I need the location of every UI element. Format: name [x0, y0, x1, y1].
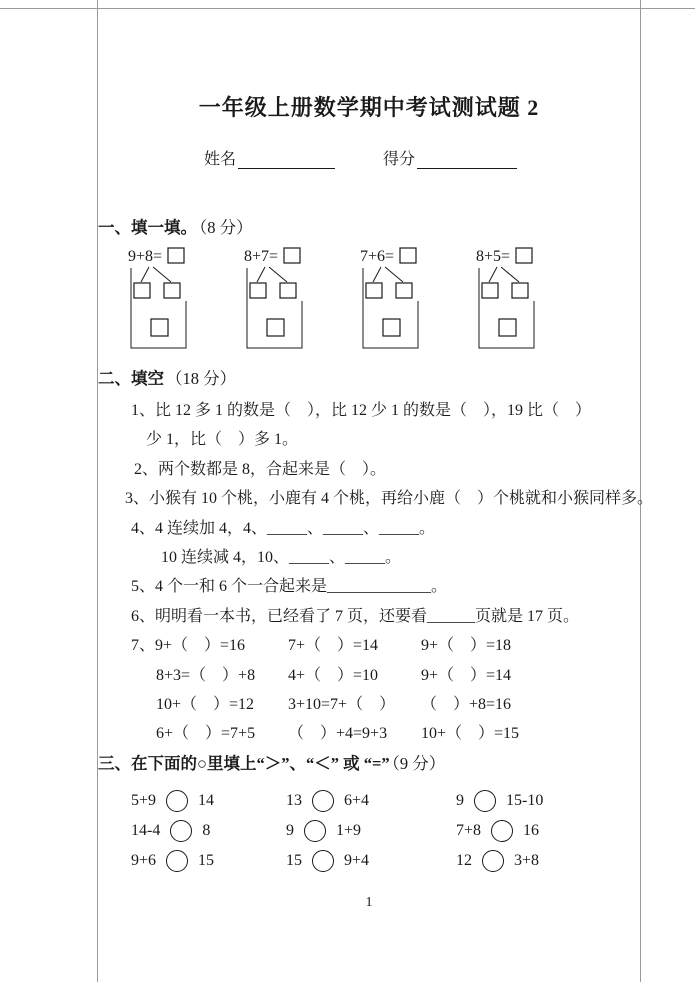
compare-circle [474, 790, 496, 812]
comparison-cell [286, 790, 456, 812]
compare-circle [482, 850, 504, 872]
answer-box-ten [383, 319, 400, 336]
compare-right: 1+9 [336, 821, 362, 839]
decomposition-diagrams [98, 245, 640, 355]
answer-box-sum [516, 248, 532, 263]
section-1-heading [98, 215, 640, 241]
answer-box-part-right [164, 283, 180, 298]
fill-blank-line: 2、两个数都是 8，合起来是（ ）。 [134, 460, 387, 478]
answer-box-ten [151, 319, 168, 336]
answer-box-sum [284, 248, 300, 263]
compare-right: 6+4 [344, 791, 370, 809]
answer-box-ten [499, 319, 516, 336]
fill-blank-line: 5、4 个一和 6 个一合起来是_____________。 [131, 578, 448, 596]
equation: 10+（ ）=15 [421, 725, 520, 743]
answer-box-part-left [366, 283, 382, 298]
equation: 3+10=7+（ ） [288, 696, 396, 714]
section-1-heading-text: 一、填一填。 [98, 218, 197, 237]
fill-blank-line: 3、小猴有 10 个桃，小鹿有 4 个桃，再给小鹿（ ）个桃就和小猴同样多。 [125, 490, 654, 508]
compare-left: 5+9 [131, 791, 157, 809]
answer-box-part-left [482, 283, 498, 298]
answer-box-sum [168, 248, 184, 263]
branch-line-left [141, 267, 149, 282]
compare-right: 9+4 [344, 851, 370, 869]
equation: 10+（ ）=12 [156, 696, 255, 714]
fill-blank-line: 1、比 12 多 1 的数是（ ），比 12 少 1 的数是（ ），19 比（ ） [131, 402, 592, 419]
page-content [98, 0, 654, 876]
comparison-cell [286, 850, 456, 872]
equation: （ ）+4=9+3 [288, 725, 388, 743]
decomposition-diagram-1 [128, 245, 192, 355]
name-score-row [98, 147, 640, 169]
decomposition-diagram-4 [476, 245, 540, 355]
compare-left: 9+6 [131, 851, 157, 869]
decomposition-expression: 9+8= [128, 248, 163, 265]
comparison-cell [131, 850, 286, 872]
fill-blank-line: 6、明明看一本书，已经看了 7 页，还要看______页就是 17 页。 [131, 607, 580, 625]
compare-circle [166, 850, 188, 872]
page-number: 1 [365, 895, 373, 910]
equation: 4+（ ）=10 [288, 666, 379, 684]
branch-line-right [385, 267, 403, 282]
answer-box-part-left [134, 283, 150, 298]
compare-right: 16 [523, 821, 540, 839]
comparison-cell [456, 820, 640, 842]
branch-line-left [373, 267, 381, 282]
compare-left: 15 [286, 851, 302, 869]
branch-line-left [257, 267, 265, 282]
branch-line-right [269, 267, 287, 282]
compare-left: 9 [456, 791, 464, 809]
compare-circle [170, 820, 192, 842]
compare-circle [312, 790, 334, 812]
page-title: 一年级上册数学期中考试测试题 2 [198, 95, 540, 120]
branch-line-right [501, 267, 519, 282]
comparison-cell [131, 820, 286, 842]
equation: 7、9+（ ）=16 [131, 637, 246, 655]
score-label: 得分 [383, 151, 416, 168]
compare-right: 15 [198, 851, 215, 869]
answer-box-part-right [396, 283, 412, 298]
section-2-body [98, 396, 654, 631]
section-3-heading [98, 750, 640, 778]
decomposition-diagram-3 [360, 245, 424, 355]
answer-box-sum [400, 248, 416, 263]
comparison-row [98, 786, 640, 816]
equation-row [98, 719, 640, 748]
compare-left: 12 [456, 851, 472, 869]
comparison-grid [98, 786, 640, 876]
equation: 7+（ ）=14 [288, 637, 379, 655]
comparison-row [98, 816, 640, 846]
equation: （ ）+8=16 [421, 696, 512, 714]
comparison-row [98, 846, 640, 876]
section-1-points: （8 分） [199, 218, 253, 237]
compare-right: 14 [198, 791, 215, 809]
section-2-heading [98, 365, 640, 393]
name-blank-line [238, 151, 335, 169]
answer-box-part-right [512, 283, 528, 298]
compare-left: 14-4 [131, 821, 161, 839]
comparison-cell [456, 790, 640, 812]
compare-left: 13 [286, 791, 302, 809]
equation-row [98, 631, 640, 660]
compare-left: 7+8 [456, 821, 482, 839]
compare-right: 3+8 [514, 851, 540, 869]
equation: 9+（ ）=18 [421, 637, 512, 655]
compare-right: 15-10 [506, 791, 544, 809]
equation: 9+（ ）=14 [421, 666, 512, 684]
section-3-points: （9 分） [391, 753, 446, 773]
compare-circle [312, 850, 334, 872]
score-blank-line [417, 151, 517, 169]
compare-circle [491, 820, 513, 842]
answer-box-ten [267, 319, 284, 336]
section-2-points: （18 分） [166, 369, 237, 388]
decomposition-expression: 7+6= [360, 248, 395, 265]
equation: 6+（ ）=7+5 [156, 725, 256, 743]
equation-grid [98, 631, 640, 749]
section-2-heading-text: 二、填空 [98, 369, 164, 388]
name-label: 姓名 [204, 151, 237, 168]
compare-left: 9 [286, 821, 294, 839]
compare-right: 8 [202, 821, 211, 839]
comparison-cell [286, 820, 456, 842]
section-3-heading-text: 三、在下面的○里填上“＞”、“＜” 或 “=” [98, 753, 390, 773]
fill-blank-line: 4、4 连续加 4，4、_____、_____、_____。 [131, 519, 436, 537]
compare-circle [304, 820, 326, 842]
answer-box-part-left [250, 283, 266, 298]
equation-row [98, 661, 640, 690]
comparison-cell [131, 790, 286, 812]
branch-line-left [489, 267, 497, 282]
decomposition-diagram-2 [244, 245, 308, 355]
equation-row [98, 690, 640, 719]
decomposition-expression: 8+7= [244, 248, 279, 265]
fill-blank-line: 少 1，比（ ）多 1。 [146, 431, 299, 449]
answer-box-part-right [280, 283, 296, 298]
decomposition-expression: 8+5= [476, 248, 511, 265]
compare-circle [166, 790, 188, 812]
comparison-cell [456, 850, 640, 872]
equation: 8+3=（ ）+8 [156, 666, 256, 684]
branch-line-right [153, 267, 171, 282]
fill-blank-line: 10 连续减 4，10、_____、_____。 [161, 549, 402, 567]
